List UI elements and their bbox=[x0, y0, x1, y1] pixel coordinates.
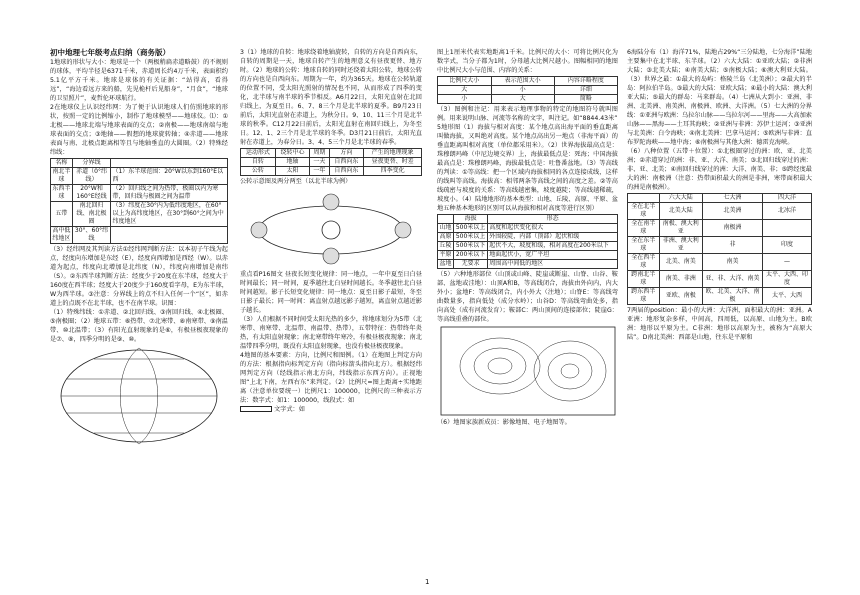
table-row bbox=[51, 168, 228, 185]
table-header-empty bbox=[111, 159, 228, 168]
table-cell: 高度和起伏变化很大 bbox=[488, 224, 618, 233]
table-cell: 周围高中间低的地区 bbox=[488, 260, 618, 269]
paragraph-earth-shape: 1地球的形状与大小：地球是一个（两极稍扁赤道略鼓）的不规则的球体，平均半径是6371千米，赤道周长约4万千米，表面积约5.1亿平方千米。地球是球体的有关证据：“站得高，看得远”，“海边看远方来的船，先见桅杆后见船身”，“月食”，“地球的卫星照片”，麦哲伦环球航行。 bbox=[50, 59, 228, 102]
earth-motion-table bbox=[240, 148, 422, 176]
table-row bbox=[438, 260, 618, 269]
column-1 bbox=[50, 48, 228, 583]
table-cell: 高原 bbox=[439, 233, 452, 240]
figure-caption-orbit: 公转示意图及两分两至（以北半球为例） bbox=[240, 178, 352, 185]
table-cell: 非洲、澳大利亚 bbox=[659, 237, 702, 254]
table-cell: 跨东西半球 bbox=[628, 288, 660, 305]
table-cell bbox=[111, 227, 228, 244]
table-header: 运动形式 bbox=[241, 149, 276, 158]
table-cell: 非 bbox=[702, 237, 762, 254]
paragraph-landform-parts: （5）六种地形部位（山顶或山峰、陡崖或断崖、山脊、山谷、鞍部、盆地或洼地）：山顶A和B，等高线闭合，海拔由外向内，内大外小；盆地F：等高线闭合，内小外大（注地）；山脊E：等高线弯曲数量多，指向低处（成分水岭）；山谷D：等高线弯曲处多，指向高处（成有河流发育）；鞍部C：两山顶间的连接部位；陡崖G：等高线重叠的部位。 bbox=[437, 271, 618, 323]
column-3 bbox=[437, 48, 618, 583]
orbit-figure bbox=[243, 188, 419, 268]
table-row bbox=[438, 224, 618, 233]
table-row bbox=[628, 254, 812, 271]
table-cell: （2）回归线之间为热带，极圈以内为寒带，回归线与极圈之间为温带 bbox=[111, 185, 228, 202]
table-cell: 南北回归线、南北极圈 bbox=[72, 202, 111, 227]
table-cell: 一天 bbox=[310, 158, 329, 167]
table-cell: 北美洲 bbox=[702, 203, 762, 220]
paragraph-earth-rotation: 3（1）地球的自转：地球绕着地轴旋转，自转的方向是自西向东，自转的周期是一天，地球自转产生的地理意义有昼夜更替、地方时。（2）地球的公转：地球自转的同时还绕着太阳公转，地球公转的方向也是自西向东。周期为一年，约为365天。地球在公转轨道的位置不同，受太阳光照射的情况也不同，从而形成了四季的变化，北半球与南半球的季节相反。A6月22日，太阳光直射在北回归线上，为夏至日。6、7、8三个月是北半球的夏季。B9月23日前后，太阳光直射在赤道上，为秋分日。9、10、11三个月是北半球的秋季。C12月22日前后，太阳光直射在南回归线上，为冬至日。12、1、2三个月是北半球的冬季。D3月21日前后，太阳光直射在赤道上，为春分日。3、4、5三个月是北半球的春季。 bbox=[240, 49, 422, 146]
paragraph-special-latitudes: （1）特殊纬线：①赤道、②北回归线、③南回归线、④北极圈、⑤南极圈；（2）地球五带：⑥热带、⑦北寒带、⑧南寒带、⑨南温带、⑩北温带；（3）有阳光直射现象的是⑥，有极昼极夜现象的是⑦、⑧，四季分明的是⑨、⑩。 bbox=[50, 309, 228, 343]
table-cell: 南极、澳大利亚 bbox=[659, 220, 702, 237]
table-cell: 全在北半球 bbox=[628, 203, 660, 220]
table-cell: 南北半球 bbox=[52, 168, 71, 183]
page-number: 1 bbox=[425, 578, 430, 586]
table-row bbox=[438, 233, 618, 242]
table-cell: 丘陵 bbox=[439, 242, 452, 249]
table-cell: 自转 bbox=[241, 158, 276, 167]
table-cell: 大 bbox=[491, 95, 554, 104]
table-row bbox=[628, 203, 812, 220]
scale-text-label: 文字式：如 bbox=[273, 406, 305, 413]
table-row bbox=[628, 237, 812, 254]
table-cell: 昼夜更替、时差 bbox=[364, 158, 422, 167]
table-cell: — bbox=[763, 254, 812, 271]
table-row bbox=[438, 251, 618, 260]
table-row bbox=[241, 167, 422, 176]
table-cell bbox=[763, 220, 812, 237]
paragraph-lat-long-grid: （3）经纬网及其判读方法①经纬网判断方法：以本初子午线为起点，经度向东增加是东经（E），经度向西增加是西经（W）。以赤道为起点，纬度向北增加是北纬度（N），纬度向南增加是南纬（S）。②东西半球判断方法：经度少于20度在东半球，经度大于160度在西半球；经度大于20度少于160度看字母，E为东半球，W为西半球。③注意：分界线上的点不归入任何一个“区”，如赤道上的点既不在北半球，也不在南半球。识图： bbox=[50, 246, 228, 307]
document-title: 初中地理七年级考点归纳（商务版） bbox=[50, 48, 170, 57]
table-cell: 小 bbox=[438, 95, 492, 104]
table-cell: 盆地 bbox=[439, 260, 452, 267]
paragraph-globe: 2在地球仪上认识经纬网：为了便于认识地球人们仿照地球的形状，按照一定的比例缩小，制作了地球模型——地球仪。⑴：①北极——地球北端与地球表面的交点；②南极——地球南端与地球表面的交点；③地轴——假想的地球旋转轴；④赤道——地球表面与南、北极点距离相等且与地轴垂直的大圆圈。（2）特殊经纬线： bbox=[50, 104, 228, 156]
table-cell: 北美大陆 bbox=[659, 203, 702, 220]
table-cell: 全在东半球 bbox=[628, 237, 660, 254]
paragraph-map-elements: 4地图的基本要素：方向，比例尺和图例。（1）在地图上判定方向的方法：根据指向标判定方向（指向标箭头指向北方）。根据经纬网判定方向（经线指示南北方向，纬线指示东西方向）。正视地图“上北下南，左西右东”来判定。（2）比例尺=图上距离÷实地距离（注意单位要统一）比例尺1：100000，比例尺的三种表示方法：数字式：如1：100000，线段式：如 bbox=[240, 352, 422, 404]
table-cell: 南美、非洲 bbox=[659, 271, 702, 288]
table-cell: 大 bbox=[438, 86, 492, 95]
table-header: 名称 bbox=[51, 159, 73, 168]
table-header: 绕转中心 bbox=[275, 149, 310, 158]
table-row bbox=[51, 202, 228, 227]
table-cell: 30°、60°纬线 bbox=[72, 227, 111, 244]
paragraph-day-length: 重点看P16图文 昼夜长短变化规律：同一地点，一年中夏至日白昼时间最长；同一时间，夏季越往北白昼时间越长。冬季越往北白昼时间越短。影子长短变化规律：同一地点：夏至日影子最短，冬至日影子最长；同一时间：离直射点越远影子越短，离直射点越近影子越长。 bbox=[240, 271, 422, 314]
table-cell: 起伏不大，坡度和缓，相对高度在200米以下 bbox=[488, 242, 618, 251]
table-header bbox=[438, 215, 454, 224]
table-cell: 亚、非、大洋、南美 bbox=[702, 271, 762, 288]
table-cell: 南极洲 bbox=[702, 220, 762, 237]
table-row bbox=[628, 288, 812, 305]
continents-oceans-table bbox=[627, 193, 812, 305]
table-header: 六大大陆 bbox=[659, 194, 702, 203]
table-row bbox=[628, 271, 812, 288]
table-row bbox=[438, 86, 618, 95]
paragraph-topographic: 5地形图（1）海拔与相对高度：某个地点高出海平面的垂直距离叫做海拔，又叫绝对高度。某个地点高出另一地点（非海平面）的垂直距离叫相对高度（单位都采用米）。（2）世界海拔最高点是：珠穆朗玛峰（中尼边境交界）上，海拔最低点是：死海；中国海拔最高点是：珠穆朗玛峰，海拔最低点是：吐鲁番盆地。（3）等高线的判读：①等高线：把一个区域内海拔相同的各点连接成线，这样的线叫等高线。海拔高：相邻两条等高线之间的高度之差。②等高线疏密与坡度的关系：等高线越密集，坡度越陡；等高线越稀疏，坡度小。（4）陆地地形的基本类型：山地、丘陵、高原、平原、盆地五种基本地形的区别可以从海拔和相对高度等进行区别） bbox=[437, 124, 618, 212]
table-cell: 无要求 bbox=[453, 260, 487, 269]
table-header: 分界线 bbox=[72, 159, 111, 168]
table-cell: 平原 bbox=[439, 251, 452, 258]
table-cell: 五带 bbox=[51, 202, 73, 227]
table-cell: （3）纬度在30°内为低纬度地区，在60°以上为高纬度地区，在30°到60°之间为中纬度地区 bbox=[111, 202, 228, 227]
scale-bar bbox=[240, 406, 272, 412]
table-cell: 东西半球 bbox=[52, 185, 71, 200]
table-cell: 200米以下 bbox=[453, 251, 487, 260]
table-cell: 详细 bbox=[554, 86, 617, 95]
scale-table bbox=[437, 76, 618, 104]
five-zones-figure bbox=[54, 346, 224, 446]
special-lines-table bbox=[50, 158, 228, 244]
table-header: 内容详略程度 bbox=[554, 77, 617, 86]
table-header: 比例尺大小 bbox=[438, 77, 492, 86]
table-cell: 太平、大西、印度 bbox=[763, 271, 812, 288]
table-cell: （1）东半球范围：20°W以东到160°E以西 bbox=[111, 168, 228, 185]
table-cell: 亚欧、南极 bbox=[659, 288, 702, 305]
table-cell: 自西向东 bbox=[329, 158, 364, 167]
table-header: 方向 bbox=[329, 149, 364, 158]
table-header: 产生的地理现象 bbox=[364, 149, 422, 158]
paragraph-scale-size: 图上1厘米代表实地距离1千米。比例尺的大小：可将比例尺化为数字式，当分子都为1时，分母越大比例尺越小。图幅相同的地图中比例尺大小与范围、内容的关系： bbox=[437, 49, 618, 74]
table-cell: 北美、南美 bbox=[659, 254, 702, 271]
table-row bbox=[628, 220, 812, 237]
table-row bbox=[51, 185, 228, 202]
table-header: 周期 bbox=[310, 149, 329, 158]
table-cell: 自西向东 bbox=[329, 167, 364, 176]
table-cell: 地轴 bbox=[275, 158, 310, 167]
table-cell: 跨南北半球 bbox=[628, 271, 660, 288]
contour-map-figure bbox=[440, 326, 616, 416]
table-cell: 山地 bbox=[439, 224, 452, 231]
table-row bbox=[241, 158, 422, 167]
table-row bbox=[438, 242, 618, 251]
table-row bbox=[438, 95, 618, 104]
table-cell: 印度 bbox=[763, 237, 812, 254]
table-cell: 公转 bbox=[241, 167, 276, 176]
table-cell: 四季变化 bbox=[364, 167, 422, 176]
paragraph-scale-text bbox=[240, 405, 422, 414]
table-cell: 20°W和160°E经线 bbox=[72, 185, 111, 202]
table-cell: 全在西半球 bbox=[628, 254, 660, 271]
table-cell: 全在南半球 bbox=[628, 220, 660, 237]
table-cell: 北冰洋 bbox=[763, 203, 812, 220]
paragraph-legend: （3）图例和注记：用来表示地理事物的特定的地图符号就叫图例。用来说明山脉、河流等名称的文字，叫注记。如“8844.43米” bbox=[437, 106, 618, 122]
table-header bbox=[628, 194, 660, 203]
table-cell: 高中低纬地区 bbox=[52, 227, 71, 242]
table-cell: 南美 bbox=[702, 254, 762, 271]
table-cell: 一年 bbox=[310, 167, 329, 176]
table-cell: 简略 bbox=[554, 95, 617, 104]
table-header: 表示范围大小 bbox=[491, 77, 554, 86]
paragraph-map-family: （6）地图家族新成员：影像地图、电子地图等。 bbox=[437, 419, 571, 426]
terrain-table bbox=[437, 214, 618, 269]
table-header: 四大洋 bbox=[763, 194, 812, 203]
column-4 bbox=[627, 48, 812, 583]
column-2 bbox=[240, 48, 422, 583]
table-cell: 500米以上 bbox=[453, 233, 487, 242]
table-cell: 赤道（0°纬线） bbox=[72, 168, 111, 185]
table-cell: 500米以下 bbox=[453, 242, 487, 251]
paragraph-positions: （6）八种位置（五带＋位置）：①北极圈穿过的洲：欧、亚、北美洲；②赤道穿过的洲：非、亚、大洋、南美；③北回归线穿过的洲：非、亚、北美；④南回归线穿过的洲：大洋、南美、非；⑤跨经度最大的洲：南极洲（注意：热带面积最大的洲是非洲，寒带面积最大的洲是南极洲）。 bbox=[627, 148, 812, 191]
table-cell: 500米以上 bbox=[453, 224, 487, 233]
table-cell: 小 bbox=[491, 86, 554, 95]
paragraph-land-sea: 6海陆分布（1）海洋71%，陆地占29%“三分陆地，七分海洋”陆地主要集中在北半球、东半球。（2）六大大陆：①亚欧大陆；②非洲大陆；③北美大陆；④南美大陆；⑤南极大陆；⑥澳大利亚大陆。（3）世界之最：①最大的岛屿：格陵兰岛（北美洲）；②最大的半岛：阿拉伯半岛。③最大的大陆：亚欧大陆；④最小的大陆：澳大利亚大陆；⑤最大的群岛：马来群岛。（4）七洲从大到小：亚洲、非洲、北美洲、南美洲、南极洲、欧洲、大洋洲。（5）七大洲的分界线：①亚洲与欧洲：乌拉尔山脉——乌拉尔河——里海——大高加索山脉——黑海——土耳其海峡；②亚洲与非洲：苏伊士运河；③亚洲与北美洲：白令海峡；④南北美洲：巴拿马运河；⑤欧洲与非洲：直布罗陀海峡——地中海；⑥南极洲与其他大洲：德雷克海峡。 bbox=[627, 49, 812, 146]
paragraph-continents-terrain: 7两届的position：最小的大洲：大洋洲，面积最大的洲：亚洲。A亚洲：地形复杂多样，中间高，四周低，以高原、山地为主。B欧洲：地形以平原为主。C非洲：地形以高原为主，被称为“高原大陆”。D南北美洲：西部是山地，往东是平原和 bbox=[627, 307, 812, 341]
table-cell: 太阳 bbox=[275, 167, 310, 176]
paragraph-five-zones: （3）人们根据不同时间受太阳光热的多少，将地球划分为5带（北寒带、南寒带、北温带、南温带、热带），五带特征：热带终年炎热，有太阳直射现象；南北寒带终年寒冷，有极昼极夜现象；南北温带四季分明，既没有太阳直射现象，也没有极昼极夜现象。 bbox=[240, 316, 422, 350]
table-cell: 地面起伏小，宽广平坦 bbox=[488, 251, 618, 260]
table-header: 七大洲 bbox=[702, 194, 762, 203]
table-cell: 太平、大西 bbox=[763, 288, 812, 305]
table-cell: 外围较陡，内部（顶部）起伏和缓 bbox=[488, 233, 618, 242]
table-row bbox=[51, 227, 228, 244]
table-header: 形态 bbox=[488, 215, 618, 224]
table-cell: 欧、北美、大洋、南极 bbox=[702, 288, 762, 305]
table-header: 海拔 bbox=[453, 215, 487, 224]
